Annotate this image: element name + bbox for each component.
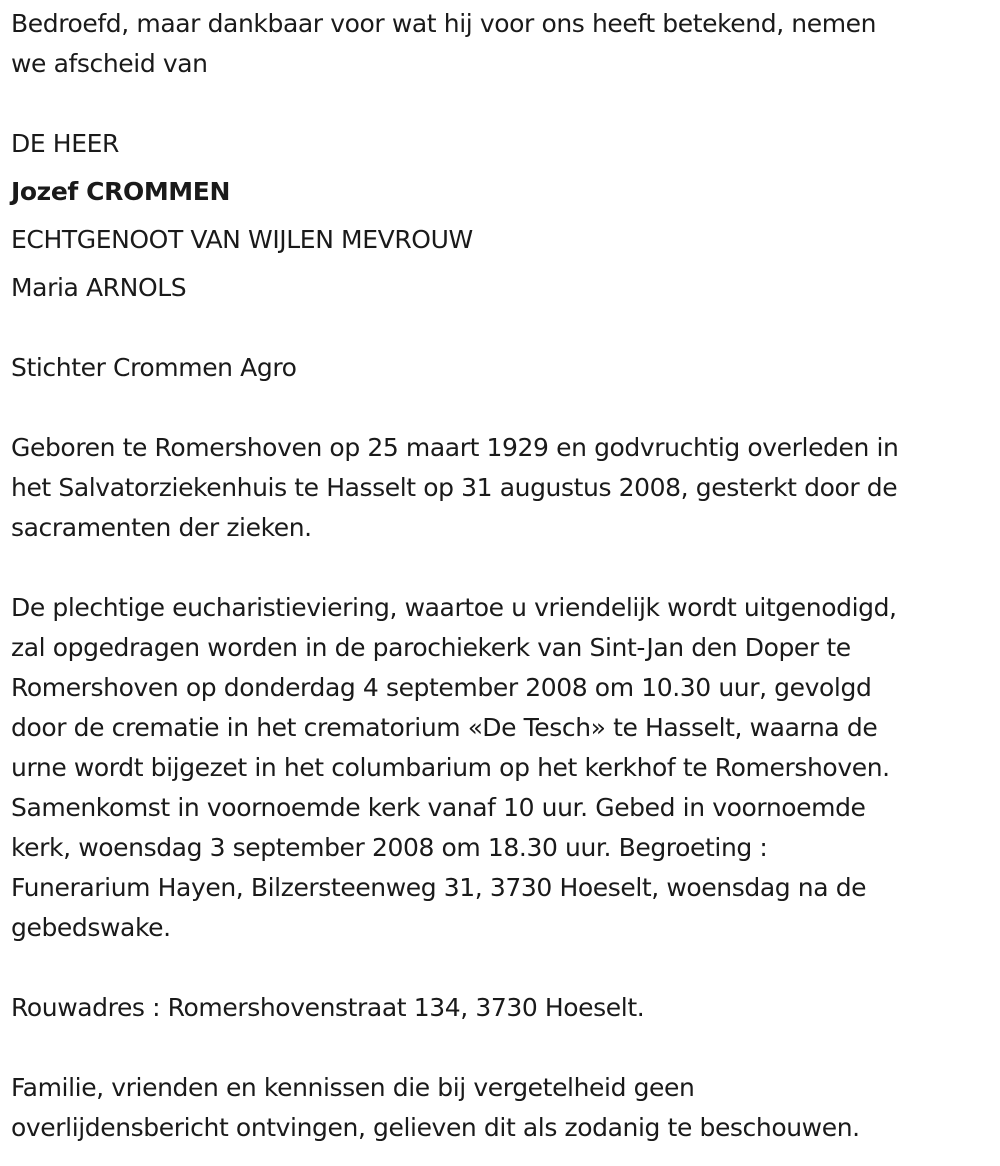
ceremony-line: Funerarium Hayen, Bilzersteenweg 31, 3730 Hoeselt, woensdag na de bbox=[11, 873, 867, 902]
ceremony-line: door de crematie in het crematorium «De Tesch» te Hasselt, waarna de bbox=[11, 713, 878, 742]
occupation-line: Stichter Crommen Agro bbox=[11, 353, 297, 382]
birth-death-line: het Salvatorziekenhuis te Hasselt op 31 augustus 2008, gesterkt door de bbox=[11, 473, 898, 502]
intro-line: we afscheid van bbox=[11, 49, 208, 78]
closing-line: Familie, vrienden en kennissen die bij vergetelheid geen bbox=[11, 1073, 695, 1102]
spouse-title: ECHTGENOOT VAN WIJLEN MEVROUW bbox=[11, 225, 473, 254]
honorific-title: DE HEER bbox=[11, 129, 119, 158]
deceased-name: Jozef CROMMEN bbox=[11, 177, 230, 206]
spouse-name: Maria ARNOLS bbox=[11, 273, 187, 302]
ceremony-line: zal opgedragen worden in de parochiekerk van Sint-Jan den Doper te bbox=[11, 633, 851, 662]
birth-death-paragraph bbox=[11, 428, 898, 548]
mourning-address: Rouwadres : Romershovenstraat 134, 3730 Hoeselt. bbox=[11, 993, 645, 1022]
intro-paragraph bbox=[11, 4, 876, 84]
closing-paragraph bbox=[11, 1068, 860, 1148]
birth-death-line: sacramenten der zieken. bbox=[11, 513, 312, 542]
ceremony-line: urne wordt bijgezet in het columbarium op het kerkhof te Romershoven. bbox=[11, 753, 890, 782]
ceremony-line: De plechtige eucharistieviering, waartoe u vriendelijk wordt uitgenodigd, bbox=[11, 593, 897, 622]
ceremony-line: Romershoven op donderdag 4 september 2008 om 10.30 uur, gevolgd bbox=[11, 673, 872, 702]
ceremony-line: Samenkomst in voornoemde kerk vanaf 10 uur. Gebed in voornoemde bbox=[11, 793, 866, 822]
closing-line: overlijdensbericht ontvingen, gelieven dit als zodanig te beschouwen. bbox=[11, 1113, 860, 1142]
birth-death-line: Geboren te Romershoven op 25 maart 1929 en godvruchtig overleden in bbox=[11, 433, 899, 462]
intro-line: Bedroefd, maar dankbaar voor wat hij voor ons heeft betekend, nemen bbox=[11, 9, 877, 38]
ceremony-line: gebedswake. bbox=[11, 913, 171, 942]
ceremony-paragraph bbox=[11, 588, 897, 948]
ceremony-line: kerk, woensdag 3 september 2008 om 18.30 uur. Begroeting : bbox=[11, 833, 768, 862]
